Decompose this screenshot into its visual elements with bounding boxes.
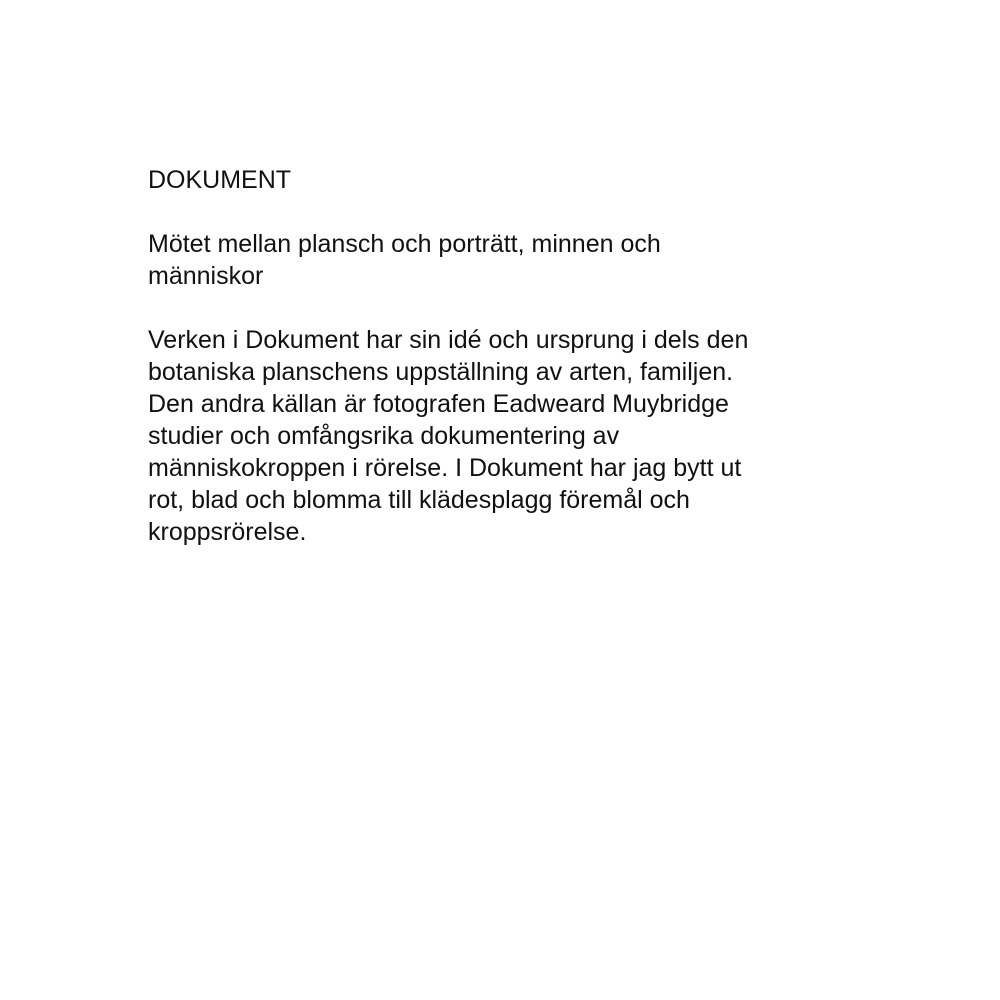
document-page <box>148 164 848 548</box>
body-line: botaniska planschens uppställning av arten, familjen. <box>148 358 734 386</box>
document-body <box>148 324 848 548</box>
body-line: kroppsrörelse. <box>148 518 307 546</box>
document-title: DOKUMENT <box>148 166 292 194</box>
body-line: Den andra källan är fotografen Eadweard Muybridge <box>148 390 729 418</box>
body-line: studier och omfångsrika dokumentering av <box>148 422 620 450</box>
subtitle-line: människor <box>148 262 264 290</box>
body-line: rot, blad och blomma till klädesplagg föremål och <box>148 486 690 514</box>
subtitle-line: Mötet mellan plansch och porträtt, minnen och <box>148 230 661 258</box>
body-line: människokroppen i rörelse. I Dokument har jag bytt ut <box>148 454 742 482</box>
body-line: Verken i Dokument har sin idé och ursprung i dels den <box>148 326 749 354</box>
document-subtitle <box>148 228 848 292</box>
